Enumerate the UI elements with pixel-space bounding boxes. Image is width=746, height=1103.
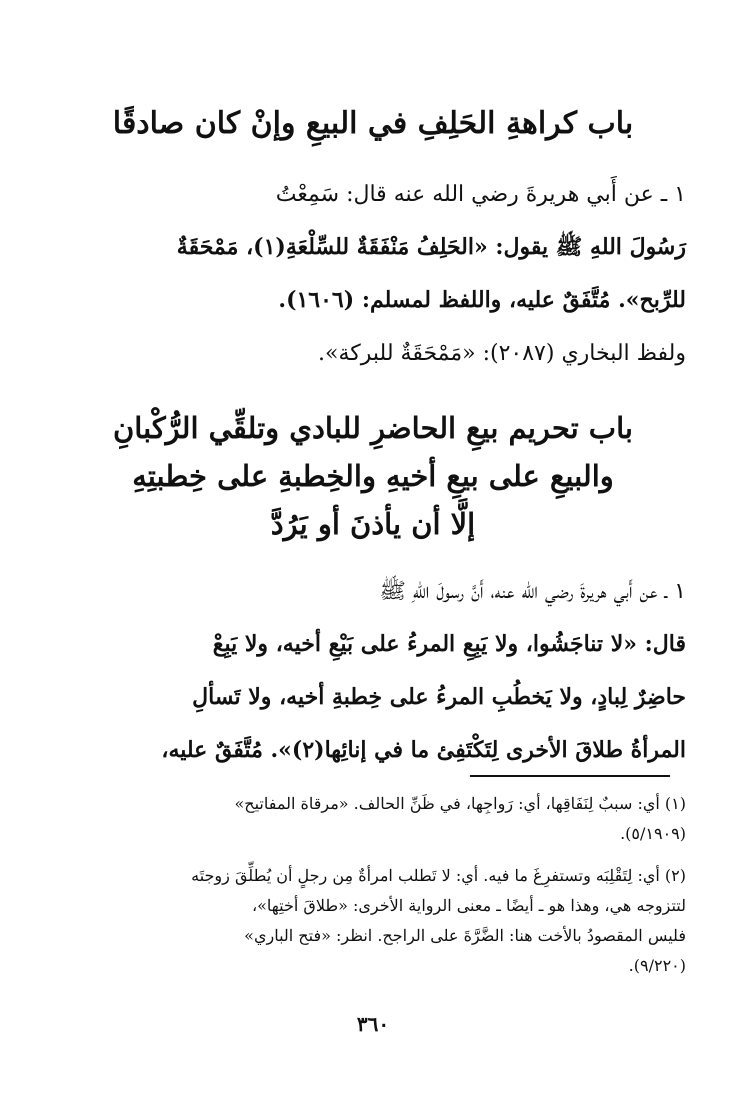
footnote-2 xyxy=(60,861,686,981)
footnote-2-line-4: (٩/٢٢٠). xyxy=(628,956,686,975)
hadith-1-line-2: رَسُولَ اللهِ ﷺ يقول: «الحَلِفُ مَنْفَقَةٌ للسِّلْعَةِ(١)، مَمْحَقَةٌ xyxy=(176,234,686,260)
footnote-1 xyxy=(60,789,686,849)
hadith-1-oath xyxy=(60,168,686,380)
heading-2-line-1: باب تحريم بيعِ الحاضرِ للبادي وتلقِّي الرُّكْبانِ xyxy=(112,411,634,445)
hadith-2-line-3: حاضِرٌ لِبادٍ، ولا يَخطُبِ المرءُ على خِطبةِ أخيه، ولا تَسألِ xyxy=(192,684,686,710)
heading-2-line-2: والبيعِ على بيعِ أخيهِ والخِطبةِ على خِطبتِهِ xyxy=(132,459,614,493)
heading-2-line-3: إلَّا أن يأذنَ أو يَرُدَّ xyxy=(270,507,476,541)
chapter-heading-oath-in-sale: باب كراهةِ الحَلِفِ في البيعِ وإنْ كان صادقًا xyxy=(112,106,634,141)
page-number: ٣٦٠ xyxy=(356,1012,390,1036)
hadith-1-line-1: ١ ـ عن أَبي هريرةَ رضي الله عنه قال: سَمِعْتُ xyxy=(275,182,686,207)
chapter-heading-prohibited-sales xyxy=(60,404,686,548)
footnote-separator xyxy=(470,775,670,777)
hadith-2-line-1: ١ ـ عن أَبي هريرةَ رضي الله عنه، أَنَّ رسولَ اللهِ ﷺ xyxy=(379,579,686,604)
hadith-2-line-2: قال: «لا تناجَشُوا، ولا يَبِعِ المرءُ على بَيْعِ أخيه، ولا يَبِعْ xyxy=(212,631,686,657)
footnote-2-line-1: (٢) أي: لِتَقْلِبَه وتستفرِغَ ما فيه. أي: لا تَطلب امرأةٌ مِن رجلٍ أن يُطلِّقَ زوجتَه xyxy=(191,866,686,885)
footnote-1-line-2: (٥/١٩٠٩). xyxy=(620,824,686,843)
hadith-1-line-3: للرِّبح». مُتَّفَقٌ عليه، واللفظ لمسلم: (١٦٠٦). xyxy=(278,287,686,313)
footnote-2-line-3: فليس المقصودُ بالأخت هنا: الضَّرَّةَ على الراجح. انظر: «فتح الباري» xyxy=(244,926,686,945)
hadith-2-line-4: المرأةُ طلاقَ الأخرى لِتَكْتَفِئ ما في إنائِها(٢)». مُتَّفَقٌ عليه، xyxy=(161,737,686,763)
hadith-1-line-4: ولفظ البخاري (٢٠٨٧): «مَمْحَقَةٌ للبركة». xyxy=(318,341,686,366)
footnote-1-line-1: (١) أي: سببٌ لِنَفَاقِها، أي: رَواجِها، في ظَنِّ الحالف. «مرقاة المفاتيح» xyxy=(234,794,686,813)
hadith-2-prohibited-sales xyxy=(60,565,686,777)
footnote-2-line-2: لتتزوجه هي، وهذا هو ـ أيضًا ـ معنى الرواية الأخرى: «طلاقَ أختِها»، xyxy=(251,896,686,915)
